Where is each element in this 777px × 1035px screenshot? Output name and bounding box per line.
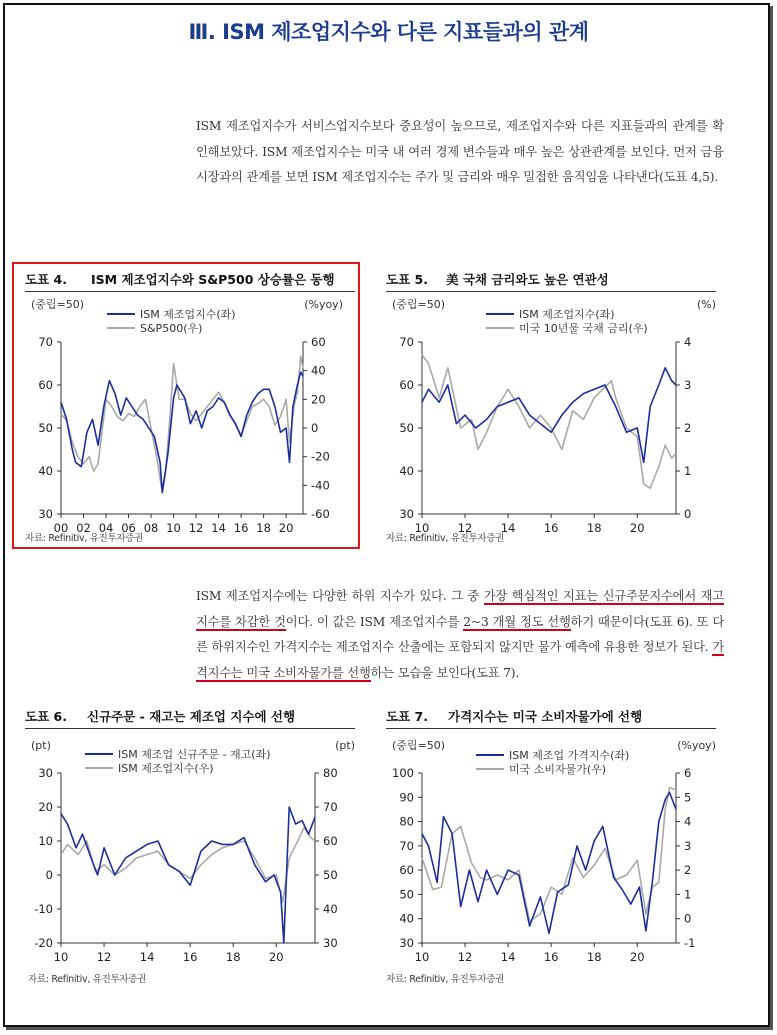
- figure-5-title: 美 국채 금리와도 높은 연관성: [446, 272, 609, 287]
- left-tick-label: 10: [38, 834, 53, 848]
- right-tick-label: 1: [684, 887, 692, 902]
- right-unit-label: (%): [696, 298, 716, 311]
- left-tick-label: 40: [399, 911, 414, 926]
- x-tick-label: 02: [76, 521, 91, 535]
- right-tick-label: 1: [684, 464, 692, 478]
- x-tick-label: 10: [53, 950, 69, 964]
- para-text: ISM 제조업지수에는 다양한 하위 지수가 있다. 그 중: [196, 589, 484, 603]
- page-title: Ⅲ. ISM 제조업지수와 다른 지표들과의 관계: [188, 20, 589, 44]
- figure-7: [386, 705, 716, 990]
- left-tick-label: 60: [399, 863, 414, 878]
- right-tick-label: 60: [323, 834, 338, 848]
- legend-label: ISM 제조업지수(우): [118, 762, 214, 775]
- right-tick-label: 6: [684, 766, 692, 780]
- para-highlight: 가격지수는 미국 소비자물가를 선행: [196, 640, 724, 680]
- legend-label: 미국 10년물 국채 금리(우): [519, 322, 648, 335]
- left-tick-label: 50: [399, 887, 414, 902]
- x-tick-label: 18: [586, 950, 602, 964]
- left-unit-label: (중립=50): [31, 298, 85, 311]
- right-tick-label: -1: [684, 936, 696, 950]
- figure-6-title: 신규주문 - 재고는 제조업 지수에 선행: [87, 709, 296, 724]
- left-tick-label: 70: [399, 838, 414, 853]
- x-tick-label: 16: [233, 521, 249, 535]
- legend-label: ISM 제조업 가격지수(좌): [509, 749, 630, 762]
- figure-5-source: 자료: Refinitiv, 유진투자증권: [386, 533, 505, 544]
- x-tick-label: 14: [500, 950, 516, 964]
- intro-paragraph: ISM 제조업지수가 서비스업지수보다 중요성이 높으므로, 제조업지수와 다른 지표들과의 관계를 확인해보았다. ISM 제조업지수는 미국 내 여러 경제 변수들과 매우 높은 상관관계를 보인다. 먼저 금융시장과의 관계를 보면 ISM 제조업지수는 주가 및 금리와 매우 밀접한 움직임을 나타낸다(도표 4,5).: [196, 119, 724, 184]
- right-tick-label: 2: [684, 421, 692, 435]
- left-unit-label: (중립=50): [392, 739, 446, 752]
- figure-7-source: 자료: Refinitiv, 유진투자증권: [386, 974, 505, 985]
- para-highlight: 2~3 개월 정도 선행: [463, 614, 571, 629]
- left-tick-label: 30: [38, 507, 53, 521]
- left-tick-label: 60: [38, 378, 53, 392]
- x-tick-label: 14: [500, 521, 516, 535]
- x-tick-label: 14: [139, 950, 155, 964]
- left-tick-label: 70: [399, 335, 414, 349]
- x-tick-label: 16: [543, 521, 559, 535]
- legend-label: ISM 제조업 신규주문 - 재고(좌): [118, 748, 271, 761]
- figure-5-caption: [386, 268, 716, 292]
- series-line-secondary: [61, 827, 315, 902]
- right-tick-label: 50: [323, 868, 338, 882]
- right-tick-label: 20: [311, 392, 326, 407]
- x-tick-label: 10: [166, 521, 181, 535]
- x-tick-label: 04: [98, 521, 114, 535]
- figure-6-source: 자료: Refinitiv, 유진투자증권: [28, 974, 147, 985]
- series-line-primary: [422, 368, 676, 463]
- right-tick-label: -60: [311, 507, 330, 521]
- right-tick-label: 0: [311, 421, 319, 435]
- para-text: 하기 때문이다(도표 6). 또 다른 하위지수인 가격지수는 제조업지수 산출에는 포함되지 않지만 물가 예측에 유용한 정보가 된다.: [196, 614, 724, 654]
- figure-5: [386, 268, 716, 548]
- figure-5-plot: [386, 296, 716, 535]
- legend-label: ISM 제조업지수(좌): [140, 308, 236, 321]
- x-tick-label: 06: [121, 521, 136, 535]
- left-tick-label: 20: [38, 800, 53, 814]
- x-tick-label: 18: [586, 521, 602, 535]
- x-tick-label: 14: [211, 521, 226, 535]
- figure-7-plot: [386, 737, 716, 975]
- left-tick-label: 90: [399, 790, 414, 805]
- figure-4-plot: [25, 296, 355, 535]
- figure-4-caption: [25, 268, 355, 292]
- x-tick-label: 20: [629, 521, 645, 535]
- left-tick-label: 50: [399, 421, 414, 435]
- x-tick-label: 12: [96, 950, 112, 964]
- left-tick-label: 50: [38, 421, 53, 435]
- right-tick-label: 5: [684, 790, 692, 805]
- left-unit-label: (pt): [31, 739, 51, 752]
- x-tick-label: 12: [188, 521, 204, 535]
- right-tick-label: 4: [684, 814, 692, 829]
- figure-4-source: 자료: Refinitiv, 유진투자증권: [25, 533, 144, 544]
- series-line-secondary: [61, 356, 303, 492]
- figure-6-caption: [25, 705, 355, 729]
- series-line-primary: [61, 372, 303, 492]
- para-text: 이다. 이 값은 ISM 제조업지수를: [285, 614, 464, 629]
- left-tick-label: 100: [392, 766, 414, 780]
- series-line-secondary: [422, 355, 676, 488]
- legend-label: S&P500(우): [140, 322, 203, 335]
- x-tick-label: 12: [457, 950, 473, 964]
- x-tick-label: 18: [256, 521, 271, 535]
- right-tick-label: -20: [311, 449, 330, 464]
- figure-7-title: 가격지수는 미국 소비자물가에 선행: [448, 709, 643, 724]
- body-paragraph: [196, 584, 724, 686]
- right-tick-label: 70: [323, 800, 338, 814]
- left-tick-label: 30: [399, 507, 414, 521]
- x-tick-label: 10: [414, 950, 430, 964]
- left-tick-label: 40: [38, 464, 53, 478]
- x-tick-label: 20: [268, 950, 284, 964]
- right-tick-label: 40: [311, 363, 326, 378]
- x-tick-label: 08: [143, 521, 159, 535]
- right-tick-label: 4: [684, 335, 692, 349]
- x-tick-label: 20: [278, 521, 294, 535]
- right-tick-label: 2: [684, 863, 692, 878]
- right-tick-label: 0: [684, 507, 692, 521]
- figure-5-number: 도표 5.: [386, 272, 428, 287]
- figure-7-number: 도표 7.: [386, 709, 428, 724]
- x-tick-label: 16: [182, 950, 198, 964]
- x-tick-label: 10: [414, 521, 430, 535]
- left-tick-label: 30: [38, 766, 53, 780]
- left-tick-label: 60: [399, 378, 414, 392]
- figure-4-title: ISM 제조업지수와 S&P500 상승률은 동행: [91, 272, 335, 287]
- right-tick-label: 80: [323, 766, 338, 780]
- left-tick-label: 0: [45, 868, 53, 882]
- x-tick-label: 20: [629, 950, 645, 964]
- left-tick-label: 80: [399, 814, 414, 829]
- legend-label: ISM 제조업지수(좌): [519, 308, 615, 321]
- figure-4: [25, 268, 355, 548]
- right-tick-label: 0: [684, 911, 692, 926]
- figure-6-number: 도표 6.: [25, 709, 67, 724]
- x-tick-label: 00: [53, 521, 69, 535]
- left-unit-label: (중립=50): [392, 298, 446, 311]
- figure-6: [25, 705, 355, 990]
- para-text: 하는 모습을 보인다(도표 7).: [370, 665, 520, 680]
- left-tick-label: 30: [399, 936, 414, 950]
- figure-7-caption: [386, 705, 716, 729]
- right-unit-label: (%yoy): [304, 298, 343, 311]
- right-tick-label: 60: [311, 335, 326, 349]
- right-tick-label: 40: [323, 902, 338, 916]
- figure-4-number: 도표 4.: [25, 272, 67, 287]
- left-tick-label: 40: [399, 464, 414, 478]
- right-unit-label: (pt): [335, 739, 355, 752]
- para-highlight: 가장 핵심적인 지표는 신규주문지수에서 재고지수를 차감한 것: [196, 589, 724, 629]
- right-tick-label: -40: [311, 478, 330, 493]
- x-tick-label: 12: [457, 521, 473, 535]
- right-tick-label: 3: [684, 378, 692, 392]
- left-tick-label: -20: [34, 936, 53, 950]
- left-tick-label: 70: [38, 335, 53, 349]
- right-unit-label: (%yoy): [677, 739, 716, 752]
- figure-6-plot: [25, 737, 355, 975]
- right-tick-label: 3: [684, 838, 692, 853]
- right-tick-label: 30: [323, 936, 338, 950]
- x-tick-label: 16: [543, 950, 559, 964]
- left-tick-label: -10: [34, 902, 53, 916]
- x-tick-label: 18: [225, 950, 241, 964]
- legend-label: 미국 소비자물가(우): [509, 763, 607, 776]
